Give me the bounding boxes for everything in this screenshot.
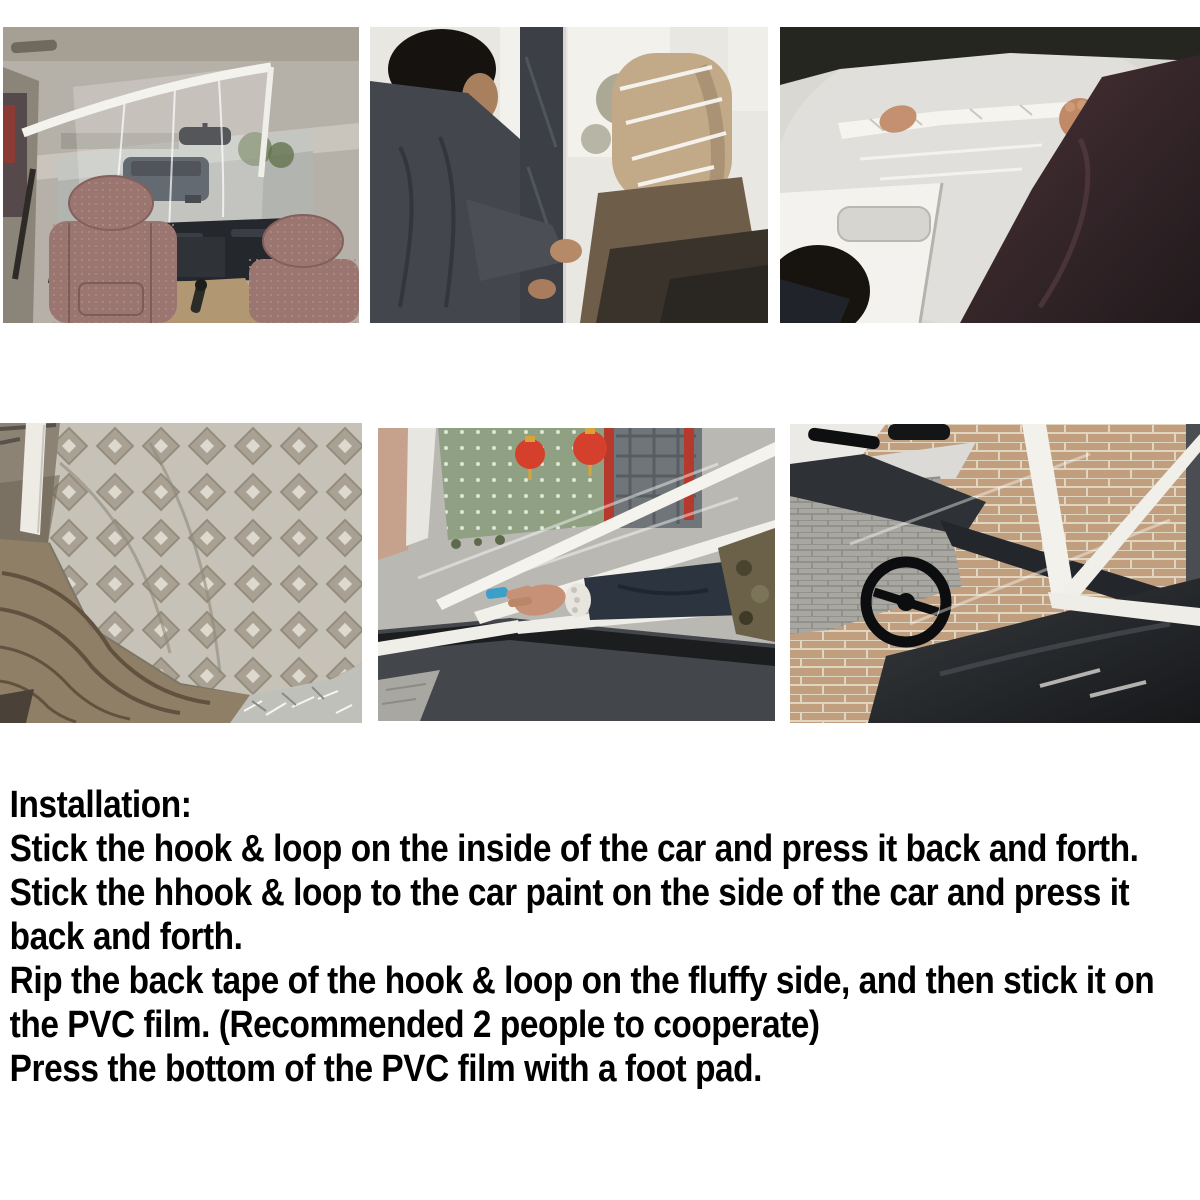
photo-film-on-windshield-brick-wall-art	[790, 424, 1200, 723]
photo-pressing-film-at-pillar-art	[370, 27, 768, 323]
instruction-step-1: Stick the hook & loop on the inside of the car and press it back and forth.	[9, 828, 1139, 870]
photo-pressing-tape-on-ceiling	[780, 27, 1200, 323]
photo-trunk-tape-and-mat-art	[0, 423, 362, 723]
photo-film-on-windshield-brick-wall	[790, 424, 1200, 723]
installation-instructions	[0, 783, 1200, 1091]
instruction-step-2: Stick the hhook & loop to the car paint on the side of the car and press it back and forth.	[9, 872, 1130, 958]
instruction-step-3: Rip the back tape of the hook & loop on the fluffy side, and then stick it on the PVC film. (Recommended 2 people to cooperate)	[9, 960, 1155, 1046]
photo-pressing-tape-on-ceiling-art	[780, 27, 1200, 323]
photo-stretching-tape-over-windshield-art	[378, 428, 775, 721]
photo-film-divider-rear-view	[3, 27, 359, 323]
photo-trunk-tape-and-mat	[0, 423, 362, 723]
instructions-heading: Installation:	[9, 784, 192, 826]
photo-film-divider-rear-view-art	[3, 27, 359, 323]
photo-stretching-tape-over-windshield	[378, 428, 775, 721]
instruction-step-4: Press the bottom of the PVC film with a foot pad.	[9, 1048, 762, 1090]
photo-pressing-film-at-pillar	[370, 27, 768, 323]
